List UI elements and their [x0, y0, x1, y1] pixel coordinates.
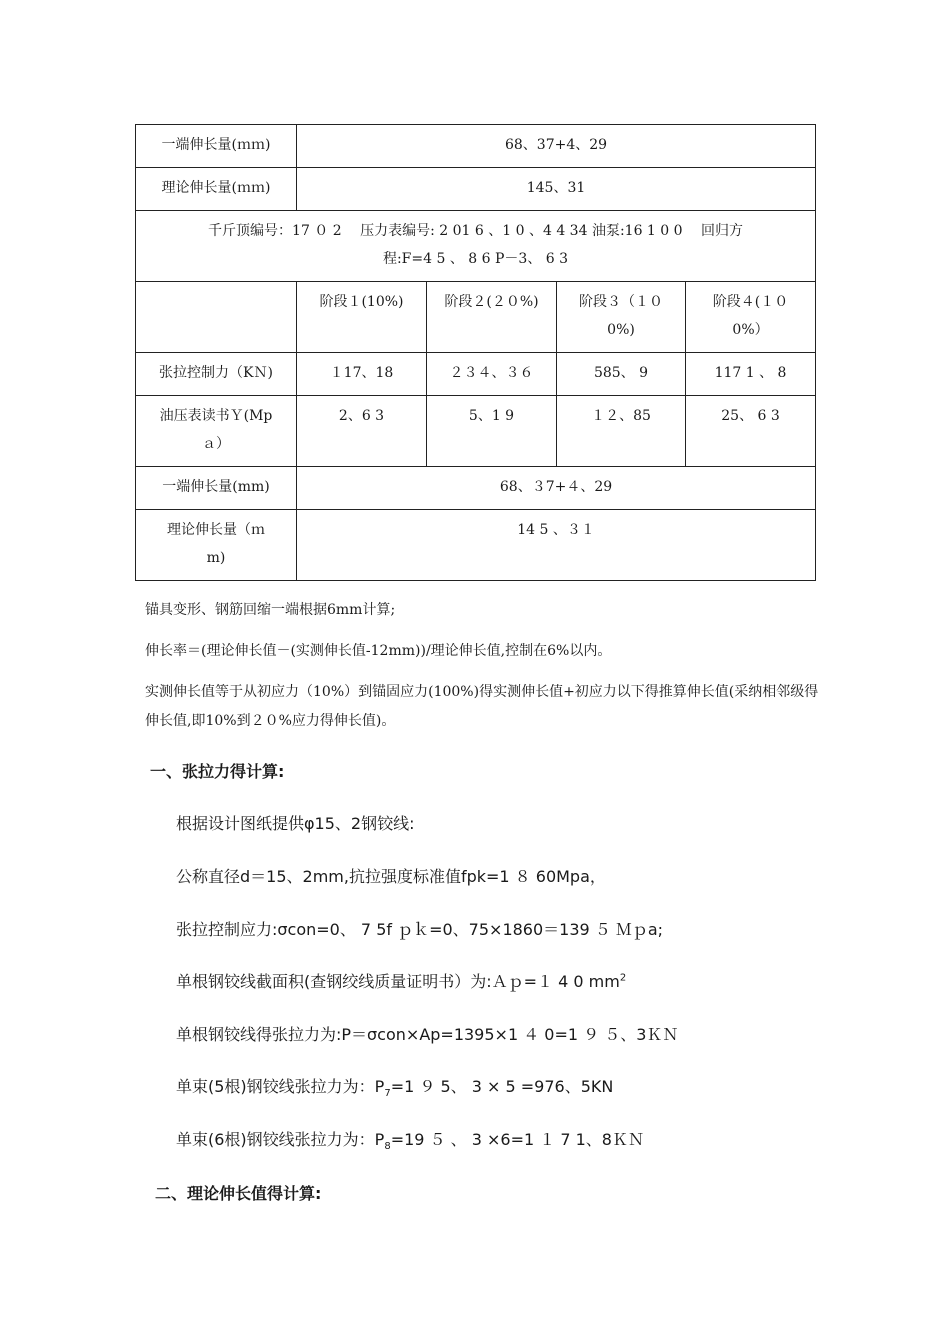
stage-header: 阶段４(１０ 0%） [686, 282, 816, 353]
stage-header: 阶段２(２０%) [427, 282, 557, 353]
equipment-info-line1: 千斤顶编号：17 ０ 2 压力表编号: 2 01 6 、1 0 、4 4 34 油泵:16 1 0 0 回归方 [208, 223, 743, 239]
force-value: 117 1 、 8 [686, 353, 816, 396]
tension-data-table [135, 124, 816, 581]
calc-line: 根据设计图纸提供φ15、2钢铰线: [176, 814, 415, 833]
force-value: 585、 9 [557, 353, 686, 396]
section-heading-1: 一、张拉力得计算: [150, 762, 285, 781]
table-row [136, 125, 816, 168]
table-row [136, 396, 816, 467]
gauge-value: 5、1 9 [427, 396, 557, 467]
equipment-info-line2: 程:F=4 5 、 8 6 P－3、 6 3 [382, 251, 569, 267]
force-value: １17、18 [297, 353, 427, 396]
calc-text: 单束(6根)钢铰线张拉力为：P [176, 1130, 385, 1149]
calc-text: 单束(5根)钢铰线张拉力为：P [176, 1077, 385, 1096]
note-paragraph: 伸长率＝(理论伸长值－(实测伸长值-12mm))/理论伸长值,控制在6%以内。 [145, 643, 612, 659]
row-value: 68、３7+４、29 [297, 467, 816, 510]
calc-line [176, 1074, 613, 1099]
calc-line [176, 969, 626, 992]
calc-text: =19 ５ 、 3 ×6=1 １ 7 1、8ＫＮ [390, 1130, 644, 1149]
row-value: 145、31 [297, 168, 816, 211]
gauge-value: １２、85 [557, 396, 686, 467]
row-value: 14 5 、３１ [297, 510, 816, 581]
calc-line: 公称直径d＝15、2mm,抗拉强度标准值fpk=1 ８ 60Mpa， [176, 867, 606, 886]
table-row [136, 168, 816, 211]
row-value: 68、37+4、29 [297, 125, 816, 168]
note-paragraph: 实测伸长值等于从初应力（10%）到锚固应力(100%)得实测伸长值+初应力以下得推算伸长值(采纳相邻级得伸长值,即10%到２０%应力得伸长值)。 [145, 684, 819, 729]
force-value: ２３４、３６ [427, 353, 557, 396]
calc-line [176, 1127, 644, 1152]
subscript: 8 [384, 1141, 391, 1153]
row-label: 油压表读书Ｙ(Mp ａ） [136, 396, 297, 467]
calc-line: 张拉控制应力:σcon=0、 7 5f ｐｋ=0、75×1860＝139 ５ Ｍｐa; [176, 920, 664, 939]
section-heading-2: 二、理论伸长值得计算: [155, 1184, 322, 1203]
calc-text: 单根钢铰线截面积(查钢绞线质量证明书）为:Ａｐ=１ 4 0 mm [176, 972, 620, 991]
note-paragraph: 锚具变形、钢筋回缩一端根据6mm计算; [145, 602, 396, 618]
stage-header: 阶段３（１０ 0%) [557, 282, 686, 353]
table-row [136, 467, 816, 510]
notes [145, 596, 825, 748]
superscript: 2 [619, 972, 627, 984]
row-label: 理论伸长量(ｍｍ) [136, 168, 297, 211]
empty-cell [136, 282, 297, 353]
table-row [136, 211, 816, 282]
row-label: 理论伸长量（ｍ m) [136, 510, 297, 581]
calc-text: =1 ９ 5、 3 × 5 =976、5KN [390, 1077, 614, 1096]
stage-header: 阶段１(10%) [297, 282, 427, 353]
calc-line: 单根钢铰线得张拉力为:P＝σcon×Ap=1395×1 ４ 0=1 ９ ５、3ＫＮ [176, 1025, 679, 1044]
table-row [136, 353, 816, 396]
equipment-info [136, 211, 816, 282]
row-label: 一端伸长量(ｍｍ) [136, 125, 297, 168]
row-label: 一端伸长量(mm) [136, 467, 297, 510]
table-row [136, 510, 816, 581]
row-label: 张拉控制力（KＮ) [136, 353, 297, 396]
gauge-value: 25、 6 3 [686, 396, 816, 467]
gauge-value: 2、6 3 [297, 396, 427, 467]
subscript: 7 [384, 1088, 391, 1100]
table-row [136, 282, 816, 353]
